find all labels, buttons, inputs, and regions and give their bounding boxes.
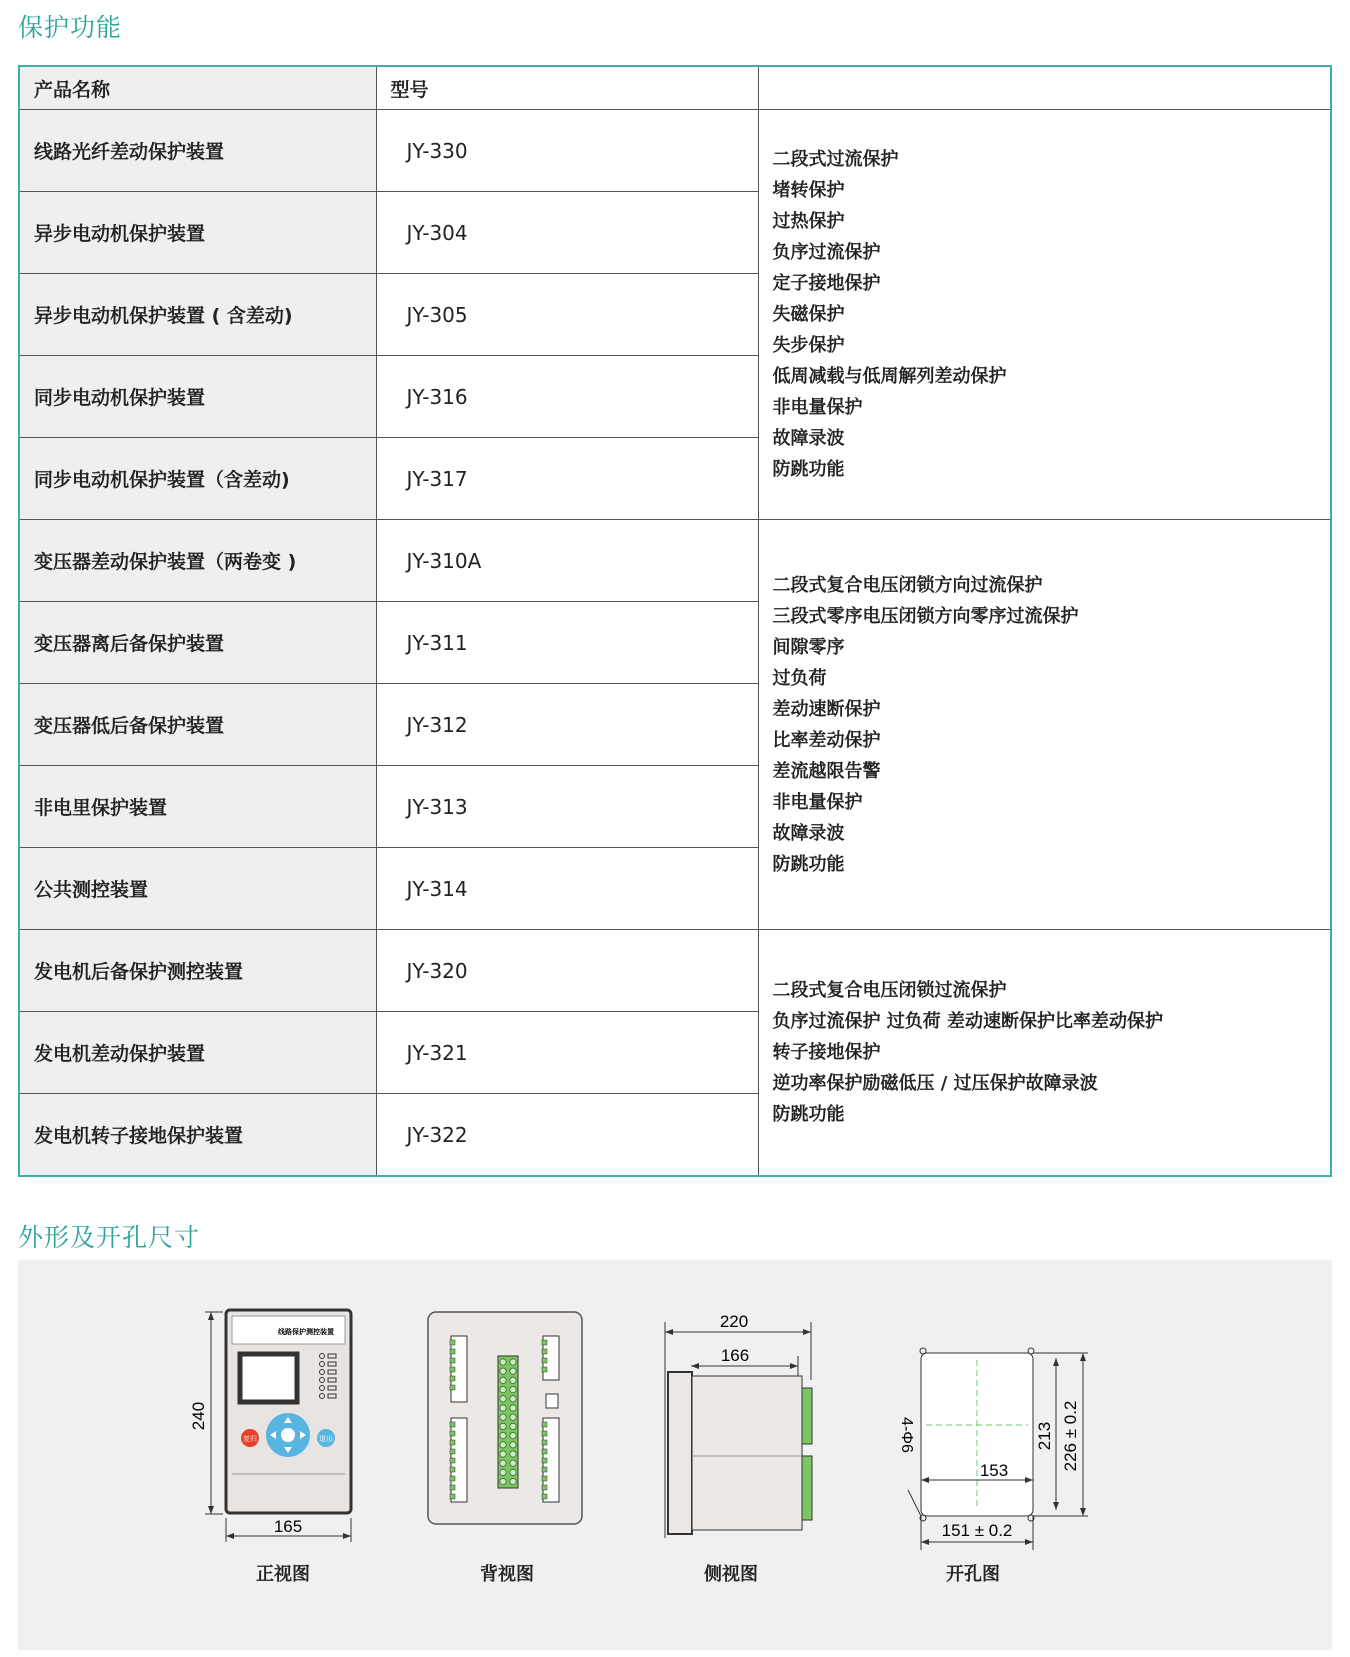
terminal-block-pin [542,1494,547,1499]
terminal-block-pin [542,1340,547,1345]
product-name-cell: 异步电动机保护装置 [19,192,376,274]
table-row [19,930,1331,1012]
feature-item: 间隙零序 [772,636,845,658]
terminal-block-pin [450,1440,455,1445]
caption-front-view: 正视图 [256,1564,310,1585]
terminal-block-pin [542,1458,547,1463]
feature-item: 故障录波 [772,822,845,844]
terminal-pin [510,1396,516,1402]
product-name-cell: 同步电动机保护装置（含差动) [19,438,376,520]
product-name-cell: 变压器离后备保护装置 [19,602,376,684]
terminal-pin [500,1396,506,1402]
terminal-block-pin [450,1449,455,1454]
model-cell: JY-316 [376,356,758,438]
feature-item: 转子接地保护 [772,1042,881,1063]
model-cell: JY-305 [376,274,758,356]
front-panel-label: 线路保护测控装置 [278,1329,334,1336]
terminal-pin [500,1377,506,1383]
terminal-pin [500,1414,506,1420]
terminal-pin [500,1359,506,1365]
terminal-block-pin [450,1422,455,1427]
terminal-pin [510,1442,516,1448]
exit-button-label: 退出 [319,1436,333,1443]
feature-item: 负序过流保护 [772,242,881,263]
table-header-row [19,66,1331,110]
model-cell: JY-310A [376,520,758,602]
section-title-dimensions: 外形及开孔尺寸 [18,1223,201,1252]
features-cell [758,930,1331,1177]
model-cell: JY-320 [376,930,758,1012]
terminal-pin [510,1368,516,1374]
model-cell: JY-314 [376,848,758,930]
cutout-inner-height-dim: 213 [1035,1421,1054,1451]
dimension-panel [18,1260,1332,1650]
header-features [758,66,1331,110]
feature-item: 防跳功能 [772,459,845,480]
front-width-dim: 165 [273,1517,303,1536]
terminal-pin [500,1460,506,1466]
model-cell: JY-312 [376,684,758,766]
terminal-block-pin [542,1431,547,1436]
terminal-pin [500,1478,506,1484]
model-cell: JY-311 [376,602,758,684]
terminal-pin [510,1414,516,1420]
terminal-pin [510,1405,516,1411]
header-model: 型号 [376,66,758,110]
terminal-block-pin [542,1476,547,1481]
product-name-cell: 异步电动机保护装置 ( 含差动) [19,274,376,356]
cutout-outer-width-dim: 151 ± 0.2 [941,1521,1013,1540]
terminal-block-pin [542,1358,547,1363]
terminal-pin [510,1460,516,1466]
model-cell: JY-304 [376,192,758,274]
caption-side-view: 侧视图 [704,1564,758,1585]
product-name-cell: 公共测控装置 [19,848,376,930]
feature-item: 失步保护 [772,335,845,356]
terminal-pin [500,1432,506,1438]
model-cell: JY-317 [376,438,758,520]
terminal-pin [500,1386,506,1392]
feature-item: 防跳功能 [772,1104,845,1125]
terminal-pin [500,1469,506,1475]
terminal-block-pin [450,1494,455,1499]
side-depth-total-dim: 220 [719,1312,749,1331]
cutout-view-drawing [898,1348,1088,1550]
terminal-pin [510,1386,516,1392]
terminal-pin [510,1451,516,1457]
feature-item: 差动速断保护 [772,698,881,720]
feature-item: 定子接地保护 [772,273,881,294]
terminal-block-pin [450,1485,455,1490]
header-product-name: 产品名称 [19,66,376,110]
terminal-block-pin [450,1431,455,1436]
terminal-block-pin [450,1376,455,1381]
feature-item: 负序过流保护 过负荷 差动速断保护比率差动保护 [772,1011,1164,1032]
caption-back-view: 背视图 [480,1564,534,1585]
product-name-cell: 发电机差动保护装置 [19,1012,376,1094]
terminal-pin [500,1368,506,1374]
table-row [19,110,1331,192]
feature-item: 差流越限告警 [772,760,881,782]
terminal-block-pin [450,1349,455,1354]
feature-item: 防跳功能 [772,853,845,875]
cutout-hole-label: 4-Φ6 [898,1417,915,1453]
feature-item: 过热保护 [772,211,845,232]
feature-item: 故障录波 [772,428,845,449]
terminal-block-pin [542,1449,547,1454]
side-depth-body-dim: 166 [720,1346,750,1365]
model-cell: JY-330 [376,110,758,192]
terminal-block-pin [542,1422,547,1427]
section-title-protection: 保护功能 [18,13,123,42]
front-view-drawing [189,1310,351,1542]
terminal-pin [510,1432,516,1438]
features-cell [758,110,1331,520]
feature-item: 比率差动保护 [772,729,881,751]
model-cell: JY-313 [376,766,758,848]
feature-item: 非电量保护 [772,791,863,813]
feature-item: 二段式复合电压闭锁过流保护 [772,980,1007,1001]
product-name-cell: 线路光纤差动保护装置 [19,110,376,192]
terminal-block-pin [542,1467,547,1472]
terminal-pin [500,1405,506,1411]
reset-button-label: 复归 [243,1436,257,1443]
product-name-cell: 同步电动机保护装置 [19,356,376,438]
product-name-cell: 发电机后备保护测控装置 [19,930,376,1012]
terminal-pin [510,1478,516,1484]
terminal-block-pin [542,1440,547,1445]
feature-item: 三段式零序电压闭锁方向零序过流保护 [772,605,1079,627]
product-name-cell: 发电机转子接地保护装置 [19,1094,376,1177]
terminal-pin [510,1469,516,1475]
table-row [19,520,1331,602]
feature-item: 逆功率保护励磁低压 / 过压保护故障录波 [772,1073,1098,1094]
cutout-outer-height-dim: 226 ± 0.2 [1061,1400,1080,1472]
terminal-block-pin [450,1340,455,1345]
side-view-drawing [665,1312,812,1538]
product-name-cell: 变压器差动保护装置（两卷变 ) [19,520,376,602]
terminal-block-pin [450,1358,455,1363]
model-cell: JY-321 [376,1012,758,1094]
terminal-block-pin [542,1367,547,1372]
back-view-drawing [428,1312,582,1524]
feature-item: 堵转保护 [772,180,845,201]
model-cell: JY-322 [376,1094,758,1177]
front-height-dim: 240 [189,1401,208,1431]
terminal-block-pin [542,1485,547,1490]
feature-item: 过负荷 [772,667,827,689]
feature-item: 低周减载与低周解列差动保护 [772,366,1007,387]
caption-cutout-view: 开孔图 [946,1564,1000,1585]
terminal-block-pin [450,1385,455,1390]
product-name-cell: 非电里保护装置 [19,766,376,848]
terminal-block-pin [450,1476,455,1481]
terminal-pin [500,1451,506,1457]
terminal-block-pin [450,1458,455,1463]
dimension-drawings [18,1260,1332,1650]
terminal-pin [510,1377,516,1383]
product-name-cell: 变压器低后备保护装置 [19,684,376,766]
protection-table [18,65,1332,1177]
feature-item: 二段式过流保护 [772,149,899,170]
terminal-block-pin [542,1349,547,1354]
terminal-block-pin [450,1367,455,1372]
cutout-inner-width-dim: 153 [979,1461,1009,1480]
features-cell [758,520,1331,930]
feature-item: 失磁保护 [772,304,845,325]
terminal-pin [510,1359,516,1365]
feature-item: 二段式复合电压闭锁方向过流保护 [772,574,1043,596]
terminal-pin [500,1423,506,1429]
terminal-pin [510,1423,516,1429]
feature-item: 非电量保护 [772,397,863,418]
terminal-block-pin [450,1467,455,1472]
terminal-pin [500,1442,506,1448]
